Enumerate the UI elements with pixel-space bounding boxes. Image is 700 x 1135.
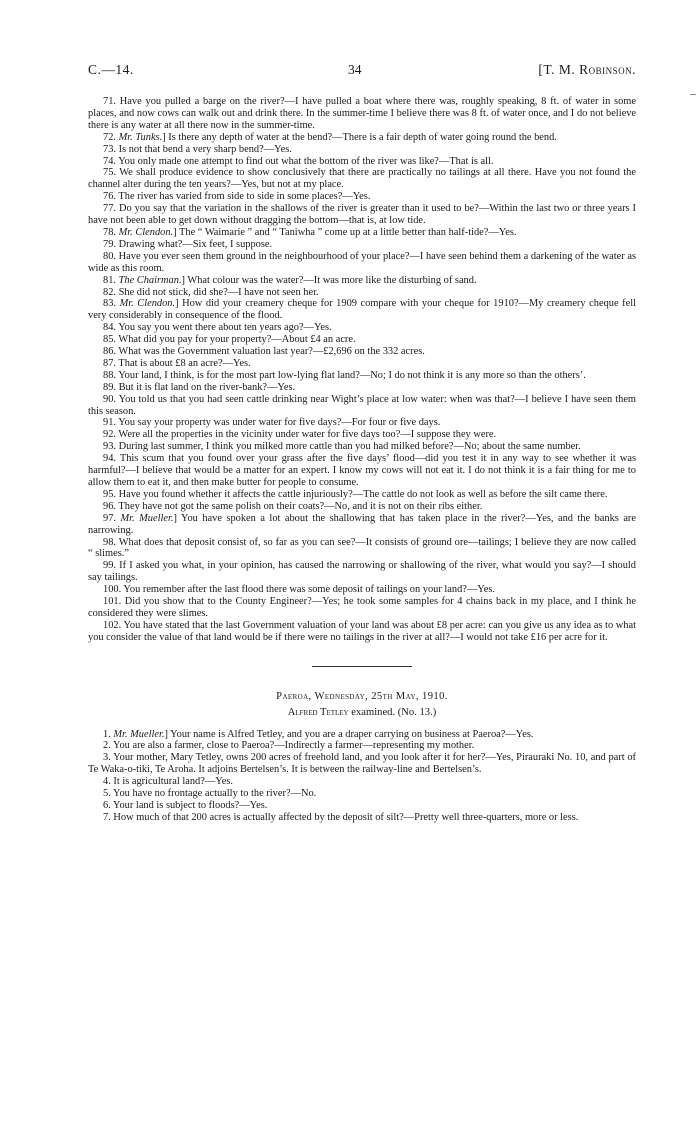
- question-text: They have not got the same polish on their coats?—No, and it is not on their ribs either.: [118, 500, 483, 512]
- question-number: 75.: [103, 167, 116, 179]
- question-text: You told us that you had seen cattle drinking near Wight’s place at low water: when was that?—I believe I have seen them this season.: [88, 393, 637, 417]
- question-number: 79.: [103, 238, 116, 250]
- question-paragraph: [88, 800, 636, 812]
- question-paragraph: 72. Mr. Tunks.] Is there any depth of water at the bend?—There is a fair depth of water going round the bend.: [103, 131, 557, 143]
- question-text: You have no frontage actually to the river?—No.: [113, 788, 317, 800]
- question-paragraph: [88, 382, 636, 394]
- question-paragraph: 83. Mr. Clendon.] How did your creamery cheque for 1909 compare with your cheque for 1910?—My creamery cheque fell very considerably in consequence of the flood.: [88, 298, 636, 322]
- question-text: Have you ever seen them ground in the neighbourhood of your place?—I have seen behind them a darkening of the water as wide as this room.: [88, 250, 636, 274]
- section-divider: [312, 666, 412, 667]
- question-number: 87.: [103, 357, 116, 369]
- question-paragraph: [88, 144, 636, 156]
- testimony-robinson: [88, 96, 636, 644]
- question-paragraph: 97. Mr. Mueller.] You have spoken a lot about the shallowing that has taken place in the river?—Yes, and the banks are narrowing.: [88, 512, 636, 536]
- question-text: You have spoken a lot about the shallowing that has taken place in the river?—Yes, and the banks are narrowing.: [88, 512, 636, 536]
- question-paragraph: [88, 346, 636, 358]
- question-text: Your name is Alfred Tetley, and you are a draper carrying on business at Paeroa?—Yes.: [170, 728, 534, 740]
- question-number: 86.: [103, 346, 116, 358]
- question-number: 91.: [103, 417, 116, 429]
- speaker-name: Mr. Clendon.: [118, 226, 174, 238]
- question-text: What was the Government valuation last year?—£2,696 on the 332 acres.: [118, 346, 425, 358]
- question-text: Were all the properties in the vicinity under water for five days too?—I suppose they were.: [118, 429, 497, 441]
- speaker-name: Mr. Mueller.: [120, 512, 174, 524]
- page-number: 34: [348, 62, 362, 77]
- question-text: What did you pay for your property?—About £4 an acre.: [118, 334, 356, 346]
- question-paragraph: [88, 96, 636, 132]
- question-paragraph: [88, 453, 636, 489]
- question-number: 80.: [103, 250, 116, 262]
- question-number: 76.: [103, 191, 116, 203]
- witness-name: Alfred Tetley: [287, 706, 349, 718]
- speaker-name: The Chairman.: [118, 274, 182, 286]
- question-paragraph: [88, 370, 636, 382]
- question-paragraph: 1. Mr. Mueller.] Your name is Alfred Tetley, and you are a draper carrying on business at Paeroa?—Yes.: [103, 728, 534, 740]
- section-title: Paeroa, Wednesday, 25th May, 1910.: [276, 690, 448, 702]
- question-text: The river has varied from side to side in some places?—Yes.: [118, 191, 371, 203]
- question-number: 84.: [103, 322, 116, 334]
- question-paragraph: [88, 788, 636, 800]
- question-number: 72.: [103, 131, 116, 143]
- question-number: 3.: [103, 752, 111, 764]
- question-text: Drawing what?—Six feet, I suppose.: [118, 238, 273, 250]
- question-text: If I asked you what, in your opinion, has caused the narrowing or shallowing of the river, what would you say?—I should say tailings.: [88, 560, 636, 584]
- question-paragraph: [88, 620, 636, 644]
- question-paragraph: [88, 417, 636, 429]
- question-text: During last summer, I think you milked more cattle than you had milked before?—No; about the same number.: [118, 441, 581, 453]
- question-paragraph: [88, 358, 636, 370]
- question-text: Your land, I think, is for the most part low-lying flat land?—No; I do not think it is any more so than the others’.: [118, 369, 586, 381]
- question-number: 81.: [103, 274, 116, 286]
- question-text: Do you say that the variation in the shallows of the river is greater than it used to be?—Within the last two or three years I have not been able to get down without dragging the bottom—that is, at low tide.: [88, 203, 636, 227]
- question-paragraph: [88, 334, 636, 346]
- question-number: 1.: [103, 728, 111, 740]
- question-text: Is there any depth of water at the bend?—There is a fair depth of water going round the bend.: [168, 131, 557, 143]
- question-paragraph: [88, 584, 636, 596]
- question-number: 83.: [103, 298, 116, 310]
- question-number: 92.: [103, 429, 116, 441]
- question-number: 2.: [103, 740, 111, 752]
- question-text: We shall produce evidence to show conclusively that there are practically no tailings at all there. Have you not found the channel alter during the ten years?—Yes, but not at my place.: [88, 167, 636, 191]
- question-paragraph: 78. Mr. Clendon.] The “ Waimarie ” and “ Taniwha ” come up at a little better than half-tide?—Yes.: [103, 226, 517, 238]
- question-paragraph: [88, 537, 636, 561]
- question-number: 96.: [103, 500, 116, 512]
- question-number: 93.: [103, 441, 116, 453]
- question-paragraph: [88, 812, 636, 824]
- question-text: How did your creamery cheque for 1909 compare with your cheque for 1910?—My creamery cheque fell very considerably in consequence of the flood.: [88, 298, 636, 322]
- question-number: 100.: [103, 584, 122, 596]
- speaker-name: Mr. Clendon.: [119, 298, 176, 310]
- question-text: But it is flat land on the river-bank?—Yes.: [118, 381, 296, 393]
- question-number: 82.: [103, 286, 116, 298]
- question-text: Did you show that to the County Engineer?—Yes; he took some samples for 4 chains back in my place, and I think he considered they were slimes.: [88, 596, 636, 619]
- question-text: You say your property was under water for five days?—For four or five days.: [118, 417, 441, 429]
- question-number: 6.: [103, 799, 111, 811]
- question-paragraph: [88, 239, 636, 251]
- witness-header: [T. M. Robinson.: [538, 62, 636, 77]
- question-number: 90.: [103, 393, 116, 405]
- question-number: 5.: [103, 788, 111, 800]
- question-paragraph: [88, 156, 636, 168]
- speaker-name: Mr. Mueller.: [113, 728, 165, 740]
- question-number: 102.: [103, 619, 122, 631]
- question-number: 89.: [103, 381, 116, 393]
- question-paragraph: [88, 441, 636, 453]
- question-number: 7.: [103, 811, 111, 823]
- question-text: Have you pulled a barge on the river?—I have pulled a boat where there was, roughly speaking, 8 ft. of water in some places, and now cows can walk out and drink there. In the summer-time I believe there was 8 ft. of water once, and I do not believe there is any water at all there now in the summer-time.: [88, 96, 636, 131]
- question-paragraph: [88, 740, 636, 752]
- question-text: How much of that 200 acres is actually affected by the deposit of silt?—Pretty well three-quarters, more or less.: [113, 811, 579, 823]
- question-text: Your land is subject to floods?—Yes.: [113, 799, 268, 811]
- question-paragraph: [88, 203, 636, 227]
- document-reference: C.—14.: [88, 62, 134, 77]
- question-text: Is not that bend a very sharp bend?—Yes.: [118, 143, 292, 155]
- page-header: [88, 62, 636, 84]
- question-number: 78.: [103, 226, 116, 238]
- question-number: 73.: [103, 143, 116, 155]
- question-number: 98.: [103, 536, 116, 548]
- witness-examined: examined. (No. 13.): [348, 706, 437, 718]
- question-number: 88.: [103, 369, 116, 381]
- question-text: The “ Waimarie ” and “ Taniwha ” come up at a little better than half-tide?—Yes.: [179, 226, 517, 238]
- question-paragraph: [88, 560, 636, 584]
- testimony-tetley: [88, 729, 636, 824]
- question-text: You say you went there about ten years ago?—Yes.: [118, 322, 332, 334]
- question-paragraph: [88, 322, 636, 334]
- question-number: 99.: [103, 560, 116, 572]
- question-text: She did not stick, did she?—I have not seen her.: [118, 286, 319, 298]
- question-text: Your mother, Mary Tetley, owns 200 acres of freehold land, and you look after it for her?—Yes, Pirauraki No. 10, and part of Te Waka-o-tiki, Te Aroha. It adjoins Bertelsen’s. It is between the railway-line and Bertelsen’s.: [88, 752, 637, 776]
- question-text: What colour was the water?—It was more like the disturbing of sand.: [187, 274, 477, 286]
- question-text: That is about £8 an acre?—Yes.: [118, 357, 251, 369]
- question-text: You only made one attempt to find out what the bottom of the river was like?—That is all.: [118, 155, 494, 167]
- question-paragraph: [88, 489, 636, 501]
- question-text: You are also a farmer, close to Paeroa?—Indirectly a farmer—representing my mother.: [113, 740, 475, 752]
- question-paragraph: [88, 501, 636, 513]
- question-paragraph: [88, 596, 636, 620]
- question-number: 94.: [103, 453, 116, 465]
- question-paragraph: [88, 251, 636, 275]
- question-text: What does that deposit consist of, so far as you can see?—It consists of ground ore—tailings; I believe they are now called “ slimes.”: [88, 536, 636, 560]
- question-paragraph: [88, 429, 636, 441]
- document-body: [88, 96, 636, 824]
- question-text: This scum that you found over your grass after the five days’ flood—did you test it in any way to see whether it was harmful?—I believe that would be a matter for an expert. I know my cows will not eat it. I do not think it is a fair thing for me to allow them to eat it, and then make butter for people to consume.: [88, 453, 636, 488]
- question-paragraph: [88, 191, 636, 203]
- question-number: 74.: [103, 155, 116, 167]
- question-paragraph: [88, 287, 636, 299]
- question-text: You remember after the last flood there was some deposit of tailings on your land?—Yes.: [123, 584, 495, 596]
- speaker-name: Mr. Tunks.: [118, 131, 163, 143]
- question-number: 4.: [103, 776, 111, 788]
- witness-heading: [88, 707, 636, 719]
- question-number: 95.: [103, 488, 116, 500]
- question-number: 85.: [103, 334, 116, 346]
- question-paragraph: [88, 752, 636, 776]
- question-text: Have you found whether it affects the cattle injuriously?—The cattle do not look as well as before the silt came there.: [118, 488, 608, 500]
- question-number: 97.: [103, 512, 116, 524]
- margin-mark: [690, 94, 696, 95]
- question-text: It is agricultural land?—Yes.: [113, 776, 233, 788]
- question-number: 101.: [103, 596, 122, 608]
- question-number: 77.: [103, 203, 116, 215]
- question-text: You have stated that the last Government valuation of your land was about £8 per acre: can you give us any idea as to what you consider the value of that land would be if there were no tailings in the river at all?—I would not take £16 per acre for it.: [88, 619, 636, 643]
- question-paragraph: [88, 167, 636, 191]
- question-paragraph: 81. The Chairman.] What colour was the water?—It was more like the disturbing of sand.: [103, 274, 477, 286]
- question-paragraph: [88, 394, 636, 418]
- question-number: 71.: [103, 96, 116, 107]
- question-paragraph: [88, 776, 636, 788]
